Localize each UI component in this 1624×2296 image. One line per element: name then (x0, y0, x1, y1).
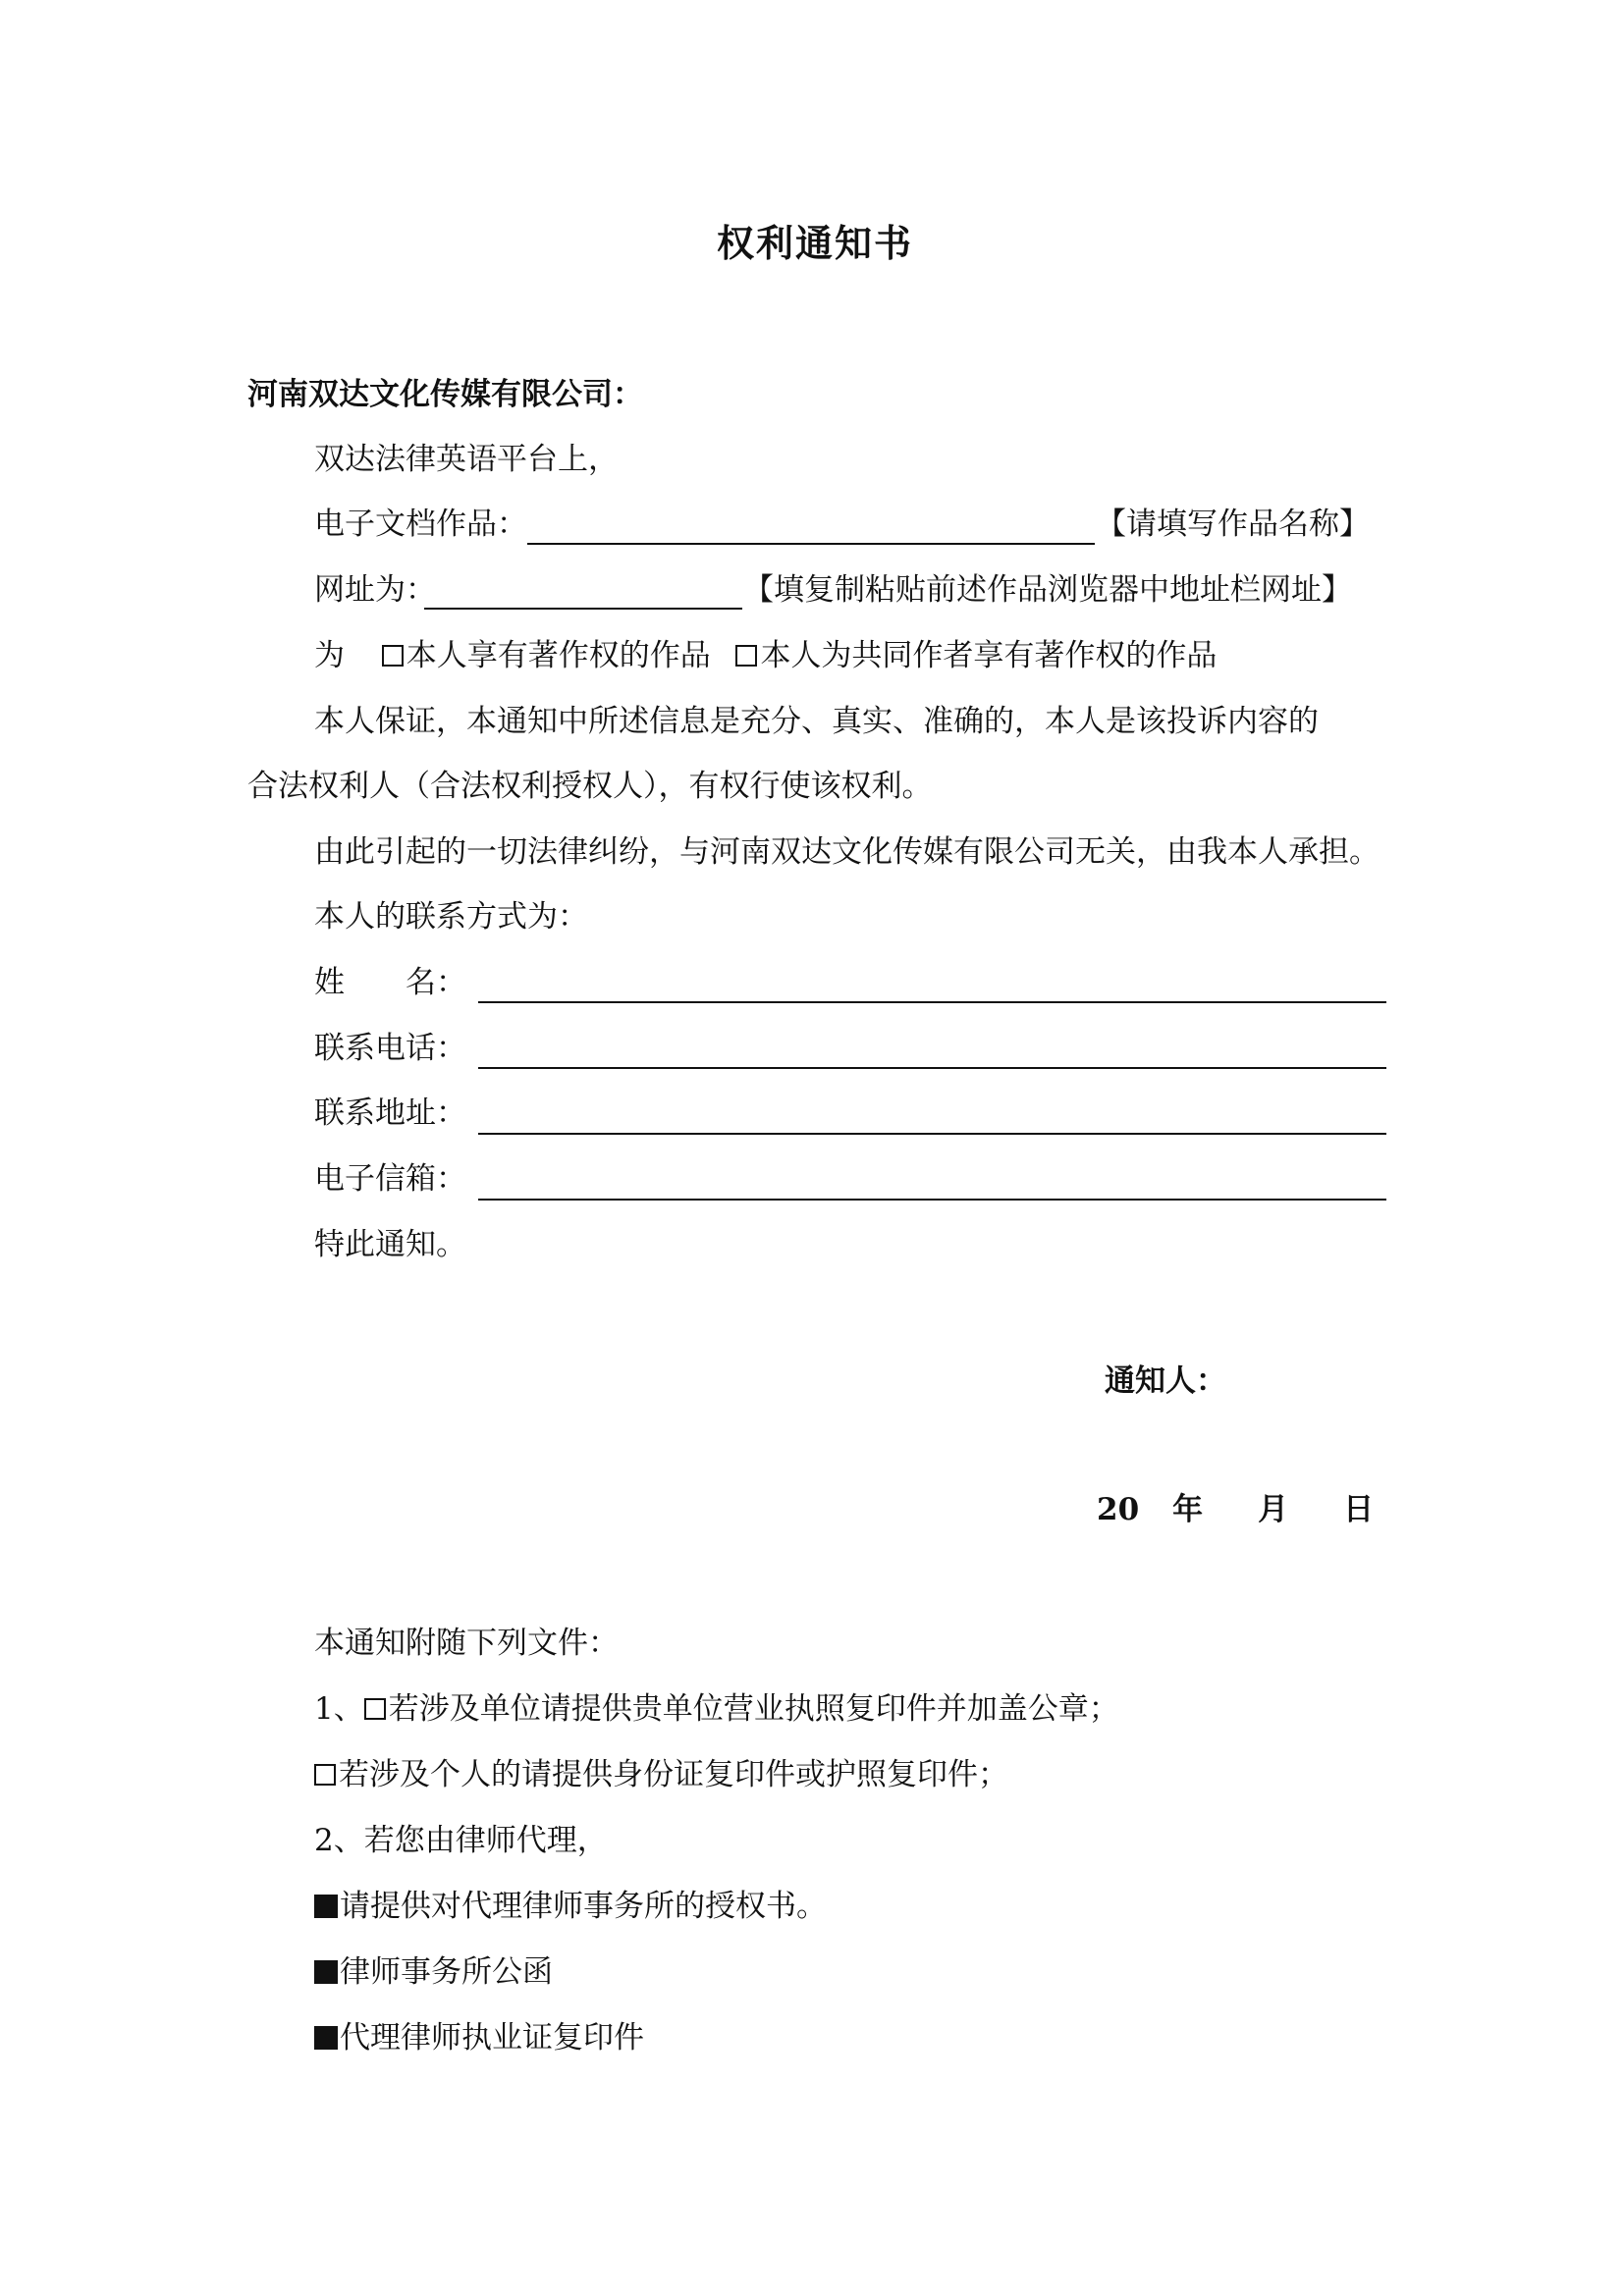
attachment-item-2c: 代理律师执业证复印件 (314, 2018, 644, 2057)
attachment-checkbox-company[interactable] (364, 1698, 386, 1720)
url-field-input[interactable] (424, 608, 742, 610)
filled-square-icon (314, 2026, 338, 2050)
date-month: 月 (1258, 1492, 1289, 1527)
work-field-hint: 【请填写作品名称】 (1096, 507, 1370, 542)
contact-intro: 本人的联系方式为： (314, 899, 588, 934)
filled-square-icon (314, 1960, 338, 1984)
attachment-item-2: 2、若您由律师代理， (314, 1823, 608, 1858)
ownership-option-1: 本人享有著作权的作品 (406, 638, 711, 673)
attachment-checkbox-individual[interactable] (314, 1764, 336, 1786)
url-field-label: 网址为： (314, 572, 436, 608)
contact-name-input[interactable] (478, 1001, 1386, 1003)
ownership-row (314, 636, 1217, 675)
attachment-item-1b: 若涉及个人的请提供身份证复印件或护照复印件； (314, 1755, 1008, 1794)
contact-name-label: 姓 名： (314, 965, 466, 1000)
liability-statement: 由此引起的一切法律纠纷，与河南双达文化传媒有限公司无关，由我本人承担。 (314, 834, 1380, 870)
contact-phone-input[interactable] (478, 1067, 1386, 1069)
ownership-option-2: 本人为共同作者享有著作权的作品 (760, 638, 1218, 673)
ownership-checkbox-1[interactable] (382, 645, 404, 667)
contact-email-input[interactable] (478, 1199, 1386, 1201)
ownership-prefix: 为 (314, 638, 345, 673)
addressee: 河南双达文化传媒有限公司： (247, 377, 643, 412)
date-year: 年 (1172, 1492, 1204, 1527)
attachments-intro: 本通知附随下列文件： (314, 1626, 619, 1661)
guarantee-line-2: 合法权利人（合法权利授权人），有权行使该权利。 (247, 769, 933, 804)
url-field-hint: 【填复制粘贴前述作品浏览器中地址栏网址】 (743, 572, 1352, 608)
attachment-item-1: 1、 若涉及单位请提供贵单位营业执照复印件并加盖公章； (314, 1691, 1119, 1727)
ownership-checkbox-2[interactable] (735, 645, 757, 667)
date-day: 日 (1343, 1492, 1375, 1527)
work-field-label: 电子文档作品： (314, 507, 527, 542)
filled-square-icon (314, 1895, 338, 1918)
platform-line: 双达法律英语平台上， (314, 442, 619, 477)
date-century: 20 (1097, 1492, 1140, 1527)
work-field-input[interactable] (527, 543, 1095, 545)
contact-phone-label: 联系电话： (314, 1031, 466, 1066)
date-line (1097, 1490, 1374, 1529)
closing-text: 特此通知。 (314, 1227, 466, 1262)
document-title: 权利通知书 (717, 221, 914, 265)
contact-email-label: 电子信箱： (314, 1161, 466, 1197)
guarantee-line-1: 本人保证，本通知中所述信息是充分、真实、准确的，本人是该投诉内容的 (314, 704, 1319, 739)
contact-address-label: 联系地址： (314, 1095, 466, 1131)
attachment-item-2a: 请提供对代理律师事务所的授权书。 (314, 1887, 827, 1926)
notifier-label: 通知人： (1105, 1363, 1226, 1399)
contact-address-input[interactable] (478, 1133, 1386, 1135)
attachment-item-2b: 律师事务所公函 (314, 1952, 553, 1992)
